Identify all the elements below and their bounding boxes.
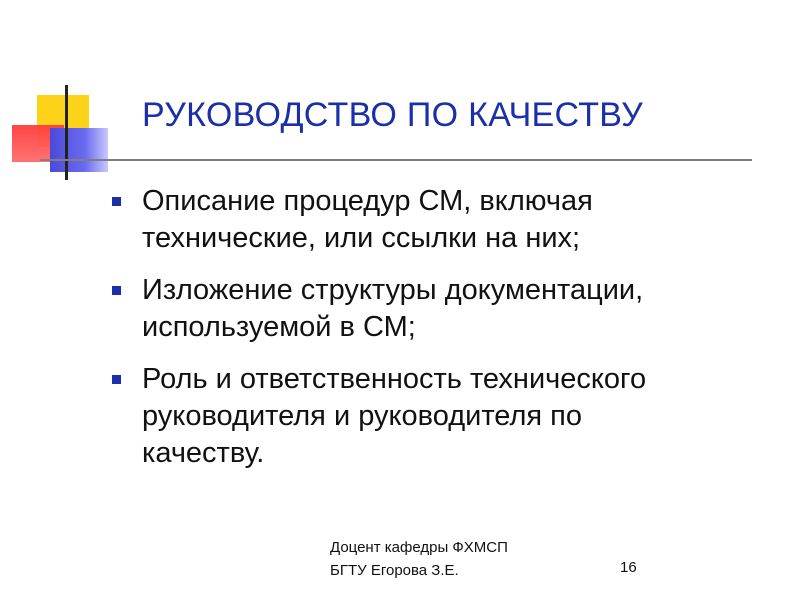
decor-vertical-line — [65, 85, 68, 180]
title-underline — [40, 159, 752, 161]
square-bullet-icon — [112, 286, 121, 295]
square-bullet-icon — [112, 375, 121, 384]
bullet-text-line: Изложение структуры документации, — [142, 274, 644, 306]
bullet-text-line: качеству. — [142, 437, 265, 469]
slide-title: РУКОВОДСТВО ПО КАЧЕСТВУ — [142, 96, 644, 134]
bullet-item — [110, 272, 780, 346]
square-bullet-icon — [112, 197, 121, 206]
bullet-text-line: руководителя и руководителя по — [142, 400, 582, 432]
bullet-item — [110, 361, 780, 472]
decor-blue-rectangle — [50, 128, 108, 172]
bullet-list — [110, 183, 780, 487]
bullet-text-line: Роль и ответственность технического — [142, 363, 647, 395]
footer-author-line: Доцент кафедры ФХМСП — [330, 539, 508, 556]
footer-author-line: БГТУ Егорова З.Е. — [330, 562, 459, 579]
bullet-text-line: технические, или ссылки на них; — [142, 222, 581, 254]
bullet-item — [110, 183, 780, 257]
bullet-text-line: Описание процедур СМ, включая — [142, 185, 593, 217]
bullet-text-line: используемой в СМ; — [142, 311, 416, 343]
footer-author — [330, 536, 508, 582]
page-number: 16 — [620, 559, 637, 576]
